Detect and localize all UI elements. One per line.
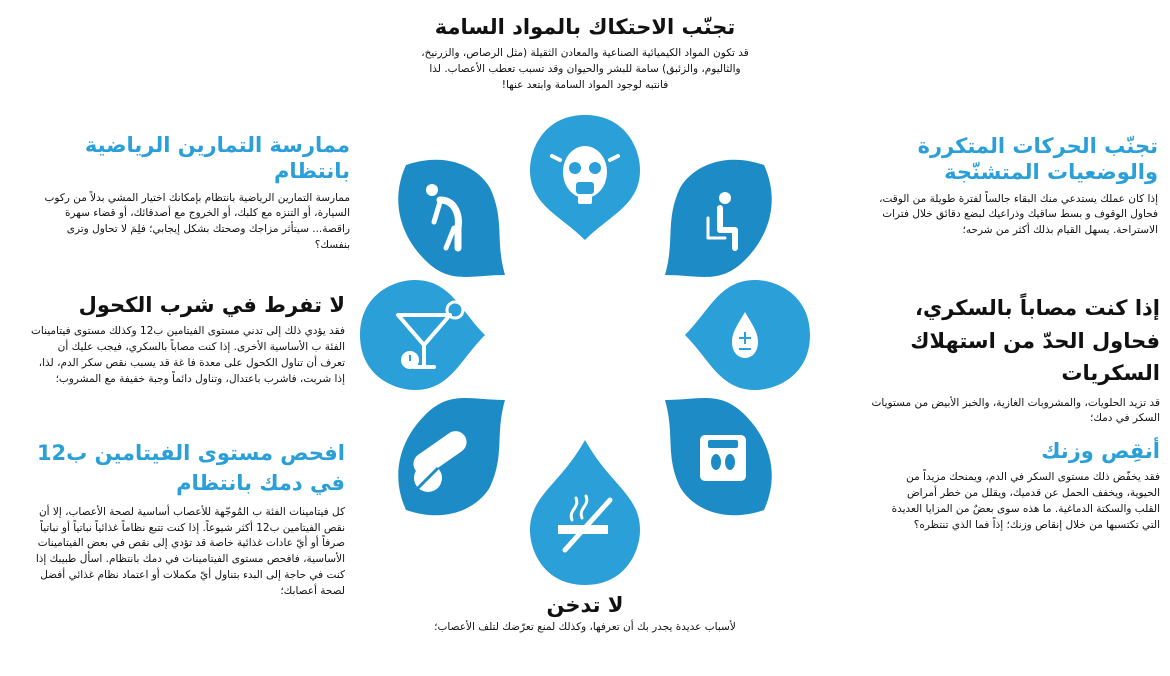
toxins-body: قد تكون المواد الكيميائية الصناعية والمعادن الثقيلة (مثل الرصاص، والزرنيخ، والثاليوم، والزئبق) سامة للبشر والحيوان وقد تسبب تعطب الأعصاب. لذا فانتبه لوجود المواد السامة وابتعد عنها! [421, 47, 749, 91]
smoking-body: لأسباب عديدة يجدر بك أن تعرفها، وكذلك لمنع تعرّضك لتلف الأعصاب؛ [434, 621, 736, 634]
petal-weight [665, 398, 772, 515]
petal-vitamin [398, 398, 505, 515]
petal-alcohol [360, 280, 485, 390]
section-exercise [30, 132, 350, 254]
petal-toxins [530, 115, 640, 240]
alcohol-title: لا تفرط في شرب الكحول [78, 293, 345, 317]
vitamin-title: افحص مستوى الفيتامين ب12 في دمك بانتظام [36, 441, 345, 496]
diabetes-body: قد تزيد الحلويات، والمشروبات الغازية، والخبز الأبيض من مستويات السكر في دمك؛ [871, 396, 1160, 425]
section-diabetes [860, 292, 1160, 427]
section-posture [860, 133, 1158, 239]
petal-smoking [530, 440, 640, 585]
petal-diabetes [685, 280, 810, 390]
smoking-title: لا تدخن [546, 593, 624, 617]
toxins-title: تجنّب الاحتكاك بالمواد السامة [434, 15, 736, 39]
petal-ring [340, 90, 830, 650]
section-alcohol [30, 292, 345, 387]
section-vitamin [30, 438, 345, 599]
posture-title: تجنّب الحركات المتكررة والوضعيات المتشنّجة [917, 134, 1158, 185]
weight-body: فقد يخفّض ذلك مستوى السكر في الدم، ويمنحك مزيداً من الحيوية، ويخفف الحمل عن قدميك، ويقلل من خطر أمراض القلب والسكتة الدماغية. ما هذه سوى بعضٌ من المزايا العديدة التي تكتسبها من خلال إنقاص وزنك؛ إذاً فما الذي تنتظره؟ [891, 471, 1160, 531]
petal-exercise [398, 160, 505, 277]
scale-icon [700, 435, 746, 481]
exercise-title: ممارسة التمارين الرياضية بانتظام [84, 133, 350, 184]
alcohol-body: فقد يؤدي ذلك إلى تدني مستوى الفيتامين ب12 وكذلك مستوى فيتامينات الفئة ب الأساسية الأخرى. إذا كنت مصاباً بالسكري، فيجب عليك أن تعرف أن تناول الكحول على معدة فا غة قد يسبب نقص سكر الدم، لذا، إذا شربت، فاشرب باعتدال، وتناول دائماً وجبة خفيفة مع المشروب؛ [30, 325, 345, 385]
diabetes-title: إذا كنت مصاباً بالسكري، فحاول الحدّ من استهلاك السكريات [910, 296, 1160, 386]
petal-posture [665, 160, 772, 277]
section-weight [880, 438, 1160, 533]
vitamin-body: كل فيتامينات الفئة ب المُوجّهة للأعصاب أساسية لصحة الأعصاب، إلا أن نقص الفيتامين ب12 أكثر شيوعاً. إذا كنت تتبع نظاماً غذائياً نباتياً أو نباتياً صرفاً أو أيّ عادات غذائية خاصة قد تؤدي إلى نقص في بعض الفيتامينات الأساسية، فافحص مستوى الفيتامينات في دمك بانتظام. اسأل طبيبك إذا كنت في حاجة إلى البدء بتناول أيّ مكملات أو اعتماد نظام غذائي أفضل لصحة أعصابك؛ [35, 505, 345, 597]
section-toxins [420, 14, 750, 94]
posture-body: إذا كان عملك يستدعي منك البقاء جالساً لفترة طويلة من الوقت، فحاول الوقوف و بسط ساقيك وذراعيك لبضع دقائق خلال فترات الاستراحة. يسهل القيام بذلك أكثر من شرحه؛ [879, 192, 1158, 236]
weight-title: أنقِص وزنك [1041, 439, 1160, 463]
exercise-body: ممارسة التمارين الرياضية بانتظام بإمكانك اختيار المشي بدلاً من ركوب السيارة، أو التنزه مع كلبك، أو الخروج مع أصدقائك، أو قضاء سهرة راقصة... سيتأثر مزاجك وصحتك بشكل إيجابي؛ فلِمَ لا تحاول وترى بنفسك؟ [44, 191, 350, 251]
